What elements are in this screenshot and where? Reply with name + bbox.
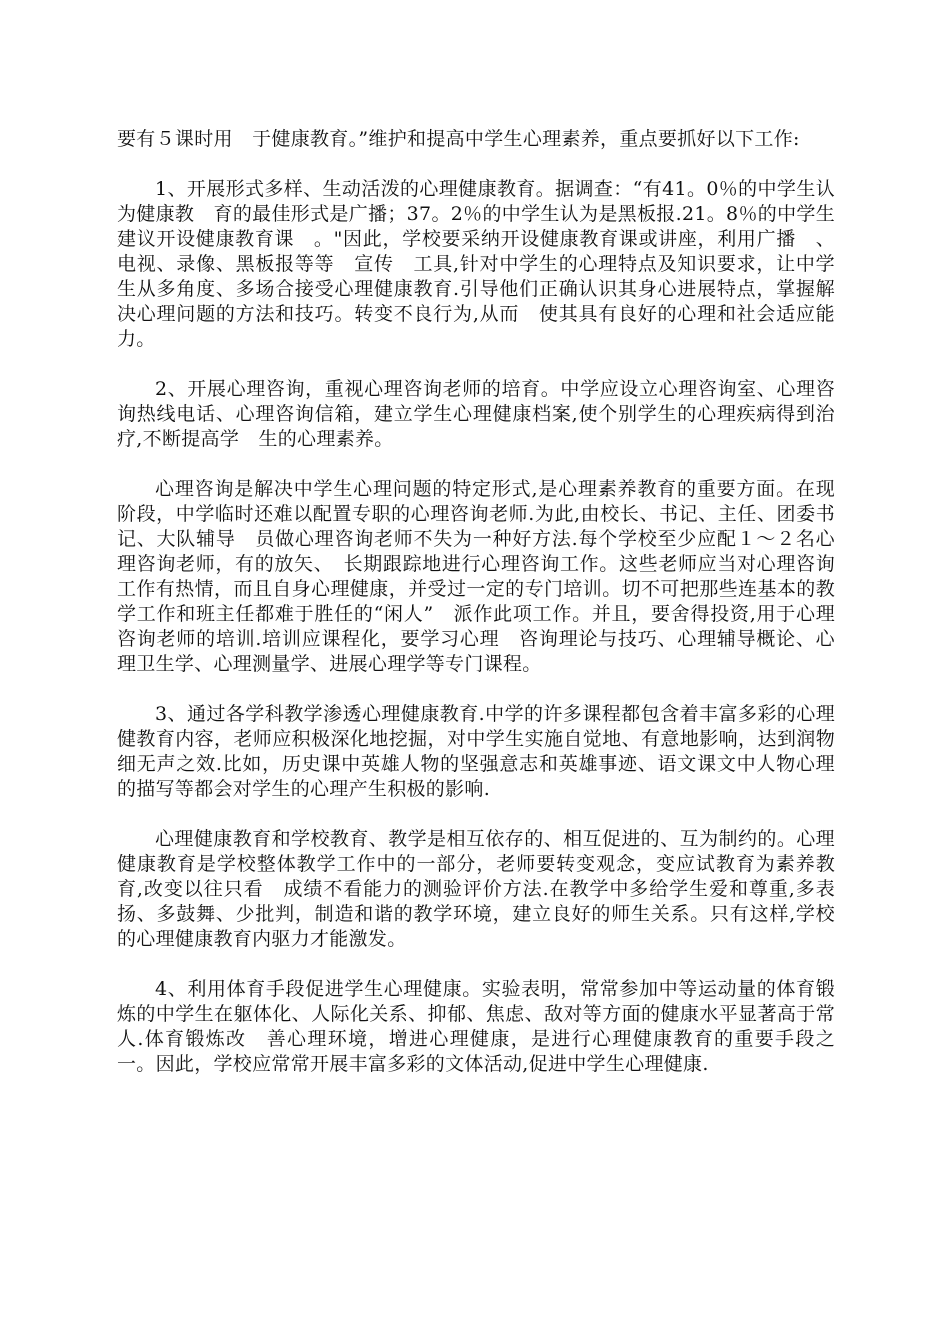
paragraph-item-4: 4、利用体育手段促进学生心理健康。实验表明，常常参加中等运动量的体育锻炼的中学生在躯体化、人际化关系、抑郁、焦虑、敌对等方面的健康水平显著高于常人.体育锻炼改 善心理环境，增进心理健康，是进行心理健康教育的重要手段之一。因此，学校应常常开展丰富多彩的文体活动,促进中学生心理健康. [117, 978, 835, 1075]
paragraph-teaching: 心理健康教育和学校教育、教学是相互依存的、相互促进的、互为制约的。心理健康教育是学校整体教学工作中的一部分，老师要转变观念，变应试教育为素养教育,改变以往只看 成绩不看能力的测验评价方法.在教学中多给学生爱和尊重,多表扬、多鼓舞、少批判，制造和谐的教学环境，建立良好的师生关系。只有这样,学校的心理健康教育内驱力才能激发。 [117, 828, 835, 950]
document-page [117, 127, 835, 1102]
paragraph-intro-continuation: 要有５课时用 于健康教育。”维护和提高中学生心理素养，重点要抓好以下工作: [117, 128, 800, 150]
paragraph-item-3: 3、通过各学科教学渗透心理健康教育.中学的许多课程都包含着丰富多彩的心理健教育内容，老师应积极深化地挖掘，对中学生实施自觉地、有意地影响，达到润物细无声之效.比如，历史课中英雄人物的坚强意志和英雄事迹、语文课文中人物心理的描写等都会对学生的心理产生积极的影响. [117, 703, 835, 800]
paragraph-item-2: 2、开展心理咨询，重视心理咨询老师的培育。中学应设立心理咨询室、心理咨询热线电话、心理咨询信箱，建立学生心理健康档案,使个别学生的心理疾病得到治疗,不断提高学 生的心理素养。 [117, 378, 835, 450]
paragraph-counseling: 心理咨询是解决中学生心理问题的特定形式,是心理素养教育的重要方面。在现阶段，中学临时还难以配置专职的心理咨询老师.为此,由校长、书记、主任、团委书记、大队辅导 员做心理咨询老师不失为一种好方法.每个学校至少应配１～２名心理咨询老师，有的放矢、 长期跟踪地进行心理咨询工作。这些老师应当对心理咨询工作有热情，而且自身心理健康，并受过一定的专门培训。切不可把那些连基本的教学工作和班主任都难于胜任的“闲人” 派作此项工作。并且，要舍得投资,用于心理咨询老师的培训.培训应课程化，要学习心理 咨询理论与技巧、心理辅导概论、心理卫生学、心理测量学、进展心理学等专门课程。 [117, 478, 835, 675]
paragraph-item-1: 1、开展形式多样、生动活泼的心理健康教育。据调查：“有41。0％的中学生认为健康教 育的最佳形式是广播；37。2％的中学生认为是黑板报.21。8％的中学生建议开设健康教育课 。"因此，学校要采纳开设健康教育课或讲座，利用广播 、电视、录像、黑板报等等 宣传 工具,针对中学生的心理特点及知识要求，让中学生从多角度、多场合接受心理健康教育.引导他们正确认识其身心进展特点，掌握解决心理问题的方法和技巧。转变不良行为,从而 使其具有良好的心理和社会适应能力。 [117, 178, 835, 350]
